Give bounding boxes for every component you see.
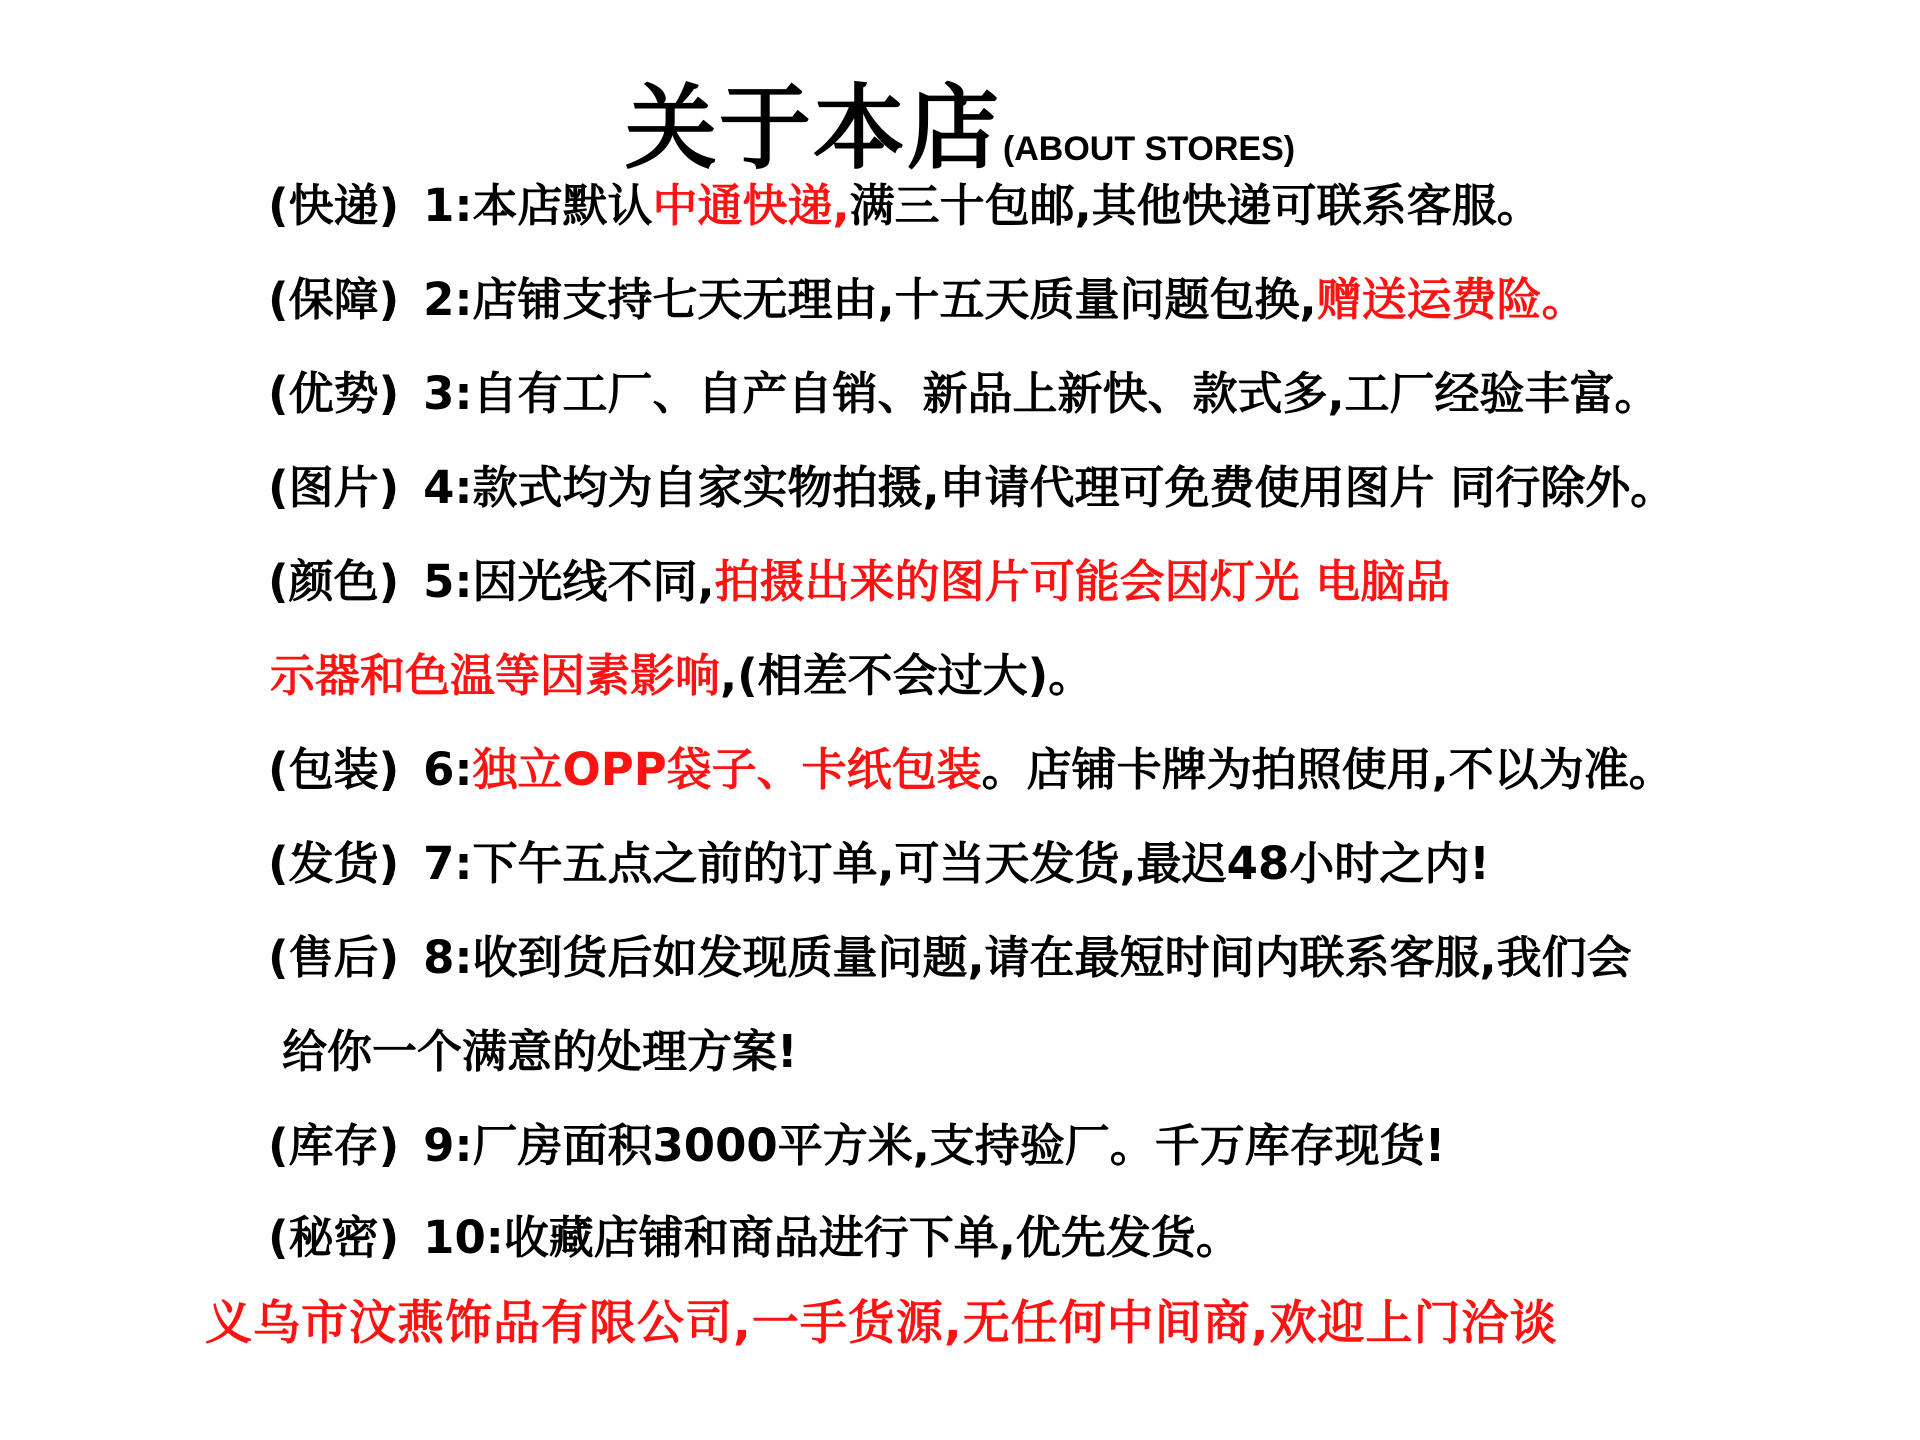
policy-text: 因光线不同, xyxy=(472,555,715,608)
policy-tag: (售后) xyxy=(268,931,400,984)
policy-text: 满三十包邮,其他快递可联系客服。 xyxy=(849,179,1542,232)
policy-tag: (快递) xyxy=(268,179,400,232)
policy-highlight-text: 赠送运费险。 xyxy=(1316,273,1587,326)
policy-line xyxy=(268,270,1587,330)
policy-tag: (图片) xyxy=(268,461,400,514)
policy-tag: (保障) xyxy=(268,273,400,326)
policy-highlight-text: 中通快递, xyxy=(652,179,850,232)
policy-line xyxy=(268,458,1675,518)
company-footer: 义乌市汶燕饰品有限公司,一手货源,无任何中间商,欢迎上门洽谈 xyxy=(205,1296,1558,1351)
policy-number: 1: xyxy=(423,179,473,232)
policy-tag: (发货) xyxy=(268,837,400,890)
policy-text: 厂房面积3000平方米,支持验厂。千万库存现货! xyxy=(472,1119,1446,1172)
page-title xyxy=(0,55,1920,187)
policy-number: 8: xyxy=(423,931,473,984)
title-sub: (ABOUT STORES) xyxy=(1002,130,1296,168)
policy-tag: (库存) xyxy=(268,1119,400,1172)
policy-number: 3: xyxy=(423,367,473,420)
title-main: 关于本店 xyxy=(624,75,1001,182)
policy-number: 4: xyxy=(423,461,473,514)
policy-line xyxy=(268,364,1660,424)
policy-highlight-text: 拍摄出来的图片可能会因灯光 电脑品 xyxy=(714,555,1451,608)
policy-text: 款式均为自家实物拍摄,申请代理可免费使用图片 同行除外。 xyxy=(472,461,1676,514)
policy-number: 2: xyxy=(423,273,473,326)
policy-line xyxy=(268,928,1632,988)
policy-tag: (秘密) xyxy=(268,1211,400,1264)
policy-tag: (包装) xyxy=(268,743,400,796)
policy-line-continuation xyxy=(282,1022,798,1082)
policy-number: 7: xyxy=(423,837,473,890)
policy-tag: (优势) xyxy=(268,367,400,420)
policy-text: 店铺支持七天无理由,十五天质量问题包换, xyxy=(472,273,1317,326)
policy-line xyxy=(268,552,1450,612)
policy-line xyxy=(268,1116,1445,1176)
policy-text: 。店铺卡牌为拍照使用,不以为准。 xyxy=(981,743,1674,796)
policy-text: 给你一个满意的处理方案! xyxy=(282,1025,798,1078)
policy-tag: (颜色) xyxy=(268,555,400,608)
policy-highlight-text: 独立OPP袋子、卡纸包装 xyxy=(472,743,982,796)
policy-line-continuation xyxy=(270,646,1093,706)
policy-text: 收到货后如发现质量问题,请在最短时间内联系客服,我们会 xyxy=(472,931,1632,984)
policy-line xyxy=(268,176,1542,236)
policy-highlight-text: 示器和色温等因素影响 xyxy=(270,649,721,702)
policy-line xyxy=(268,1208,1241,1268)
policy-number: 6: xyxy=(423,743,473,796)
policy-text: 自有工厂、自产自销、新品上新快、款式多,工厂经验丰富。 xyxy=(472,367,1660,420)
policy-line xyxy=(268,834,1490,894)
policy-number: 5: xyxy=(423,555,473,608)
policy-text: ,(相差不会过大)。 xyxy=(720,649,1094,702)
policy-number: 10: xyxy=(423,1211,504,1264)
policy-text: 下午五点之前的订单,可当天发货,最迟48小时之内! xyxy=(472,837,1490,890)
policy-text: 收藏店铺和商品进行下单,优先发货。 xyxy=(503,1211,1241,1264)
policy-line xyxy=(268,740,1674,800)
policy-number: 9: xyxy=(423,1119,473,1172)
policy-text: 本店默认 xyxy=(472,179,653,232)
